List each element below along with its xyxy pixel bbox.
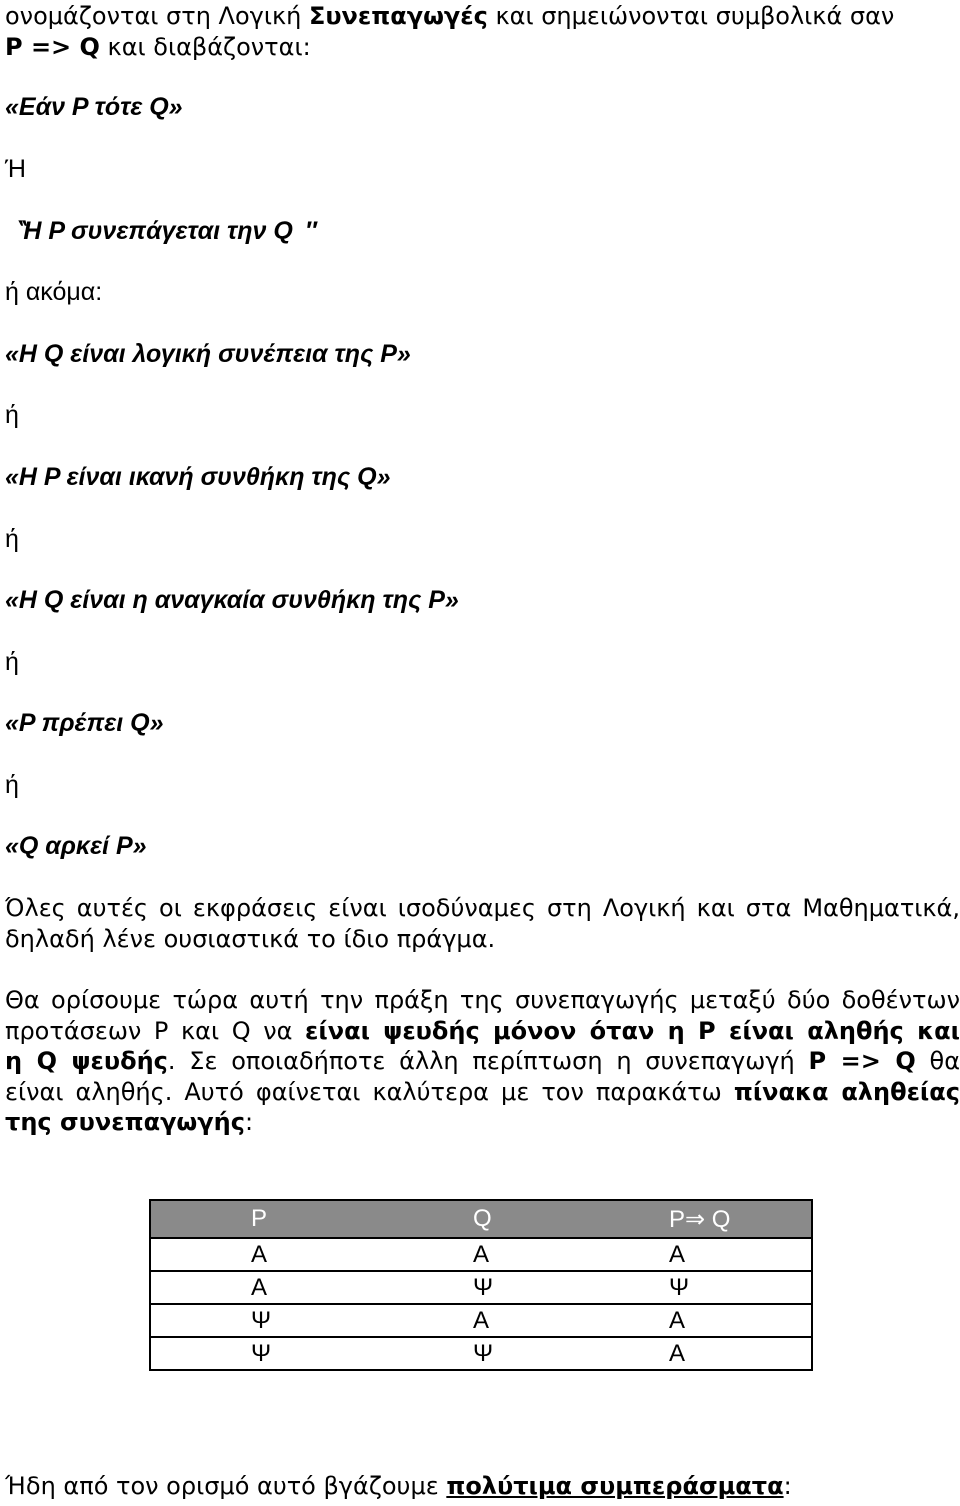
- cell-q: Α: [473, 1306, 490, 1334]
- reading-if-then: «Εάν P τότε Q»: [5, 93, 183, 121]
- truth-table-row: [150, 1271, 812, 1304]
- reading-implies: ‶Η P συνεπάγεται την Q ″: [14, 217, 317, 245]
- cell-p-implies-q: Ψ: [669, 1273, 690, 1301]
- paragraph-equivalence: Όλες αυτές οι εκφράσεις είναι ισοδύναμες στη Λογική και στα Μαθηματικά, δηλαδή λένε ουσιαστικά το ίδιο πράγμα.: [5, 894, 960, 953]
- cell-p: Ψ: [251, 1306, 272, 1334]
- reading-sufficient-condition: «Η P είναι ικανή συνθήκη της Q»: [5, 463, 391, 491]
- cell-p-implies-q: Α: [669, 1339, 686, 1367]
- reading-logical-consequence: «Η Q είναι λογική συνέπεια της P»: [5, 340, 411, 368]
- header-p: P: [251, 1204, 268, 1232]
- cell-q: Α: [473, 1240, 490, 1268]
- truth-table: [149, 1199, 813, 1371]
- connector-or: ή: [5, 648, 19, 676]
- truth-table-header: [150, 1200, 812, 1238]
- connector-or: ή: [5, 525, 19, 553]
- header-p-implies-q: P⇒ Q: [669, 1205, 731, 1233]
- intro-line-1: ονομάζονται στη Λογική Συνεπαγωγές και σημειώνονται συμβολικά σαν: [5, 2, 895, 30]
- truth-table-row: [150, 1337, 812, 1370]
- cell-q: Ψ: [473, 1273, 494, 1301]
- reading-suffices: «Q αρκεί P»: [5, 832, 147, 860]
- cell-p-implies-q: Α: [669, 1240, 686, 1268]
- connector-still: ή ακόμα:: [5, 278, 103, 306]
- connector-or-capital: Ή: [5, 155, 26, 183]
- cell-p: Ψ: [251, 1339, 272, 1367]
- paragraph-definition: Θα ορίσουμε τώρα αυτή την πράξη της συνεπαγωγής μεταξύ δύο δοθέντων προτάσεων P και Q να είναι ψευδής μόνον όταν η P είναι αληθής και η Q ψευδής. Σε οποιαδήποτε άλλη περίπτωση η συνεπαγωγή P => Q θα είναι αληθής. Αυτό φαίνεται καλύτερα με τον παρακάτω πίνακα αληθείας της συνεπαγωγής:: [5, 986, 960, 1136]
- connector-or: ή: [5, 771, 19, 799]
- truth-table-row: [150, 1304, 812, 1337]
- truth-table-row: [150, 1238, 812, 1271]
- cell-q: Ψ: [473, 1339, 494, 1367]
- closing-line: Ήδη από τον ορισμό αυτό βγάζουμε πολύτιμα συμπεράσματα:: [5, 1472, 792, 1500]
- implication-symbol: P => Q: [5, 33, 100, 61]
- term-implications: Συνεπαγωγές: [308, 2, 488, 30]
- valuable-conclusions: πολύτιμα συμπεράσματα: [446, 1472, 784, 1500]
- intro-line-2: P => Q και διαβάζονται:: [5, 33, 311, 61]
- connector-or: ή: [5, 401, 19, 429]
- cell-p: Α: [251, 1273, 268, 1301]
- header-q: Q: [473, 1204, 492, 1232]
- reading-necessary-condition: «Η Q είναι η αναγκαία συνθήκη της P»: [5, 586, 459, 614]
- cell-p-implies-q: Α: [669, 1306, 686, 1334]
- reading-must: «P πρέπει Q»: [5, 709, 164, 737]
- cell-p: Α: [251, 1240, 268, 1268]
